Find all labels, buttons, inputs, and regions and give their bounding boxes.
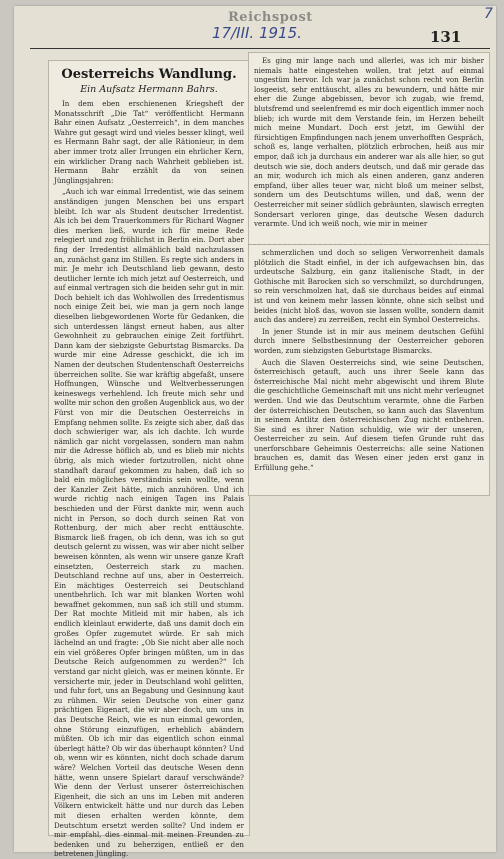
newspaper-masthead: Reichspost — [228, 10, 313, 25]
clipping-left-column — [48, 60, 250, 859]
paragraph: In dem eben erschienenen Kriegsheft der Monatsschrift „Die Tat“ veröffentlicht Hermann Bahr einen Aufsatz „Oesterreich“, in dem manches Wahre gut gesagt wird und vieles besser klingt, weil es Hermann Bahr sagt, der alle Rätionieur, in dem aber immer trotz aller Irrungen ein ehrlicher Kern, ein wirklicher Drang nach Wahrheit geblieben ist. Hermann Bahr erzählt da von seinen Jünglingsjahren: — [54, 99, 244, 185]
article-subtitle: Ein Aufsatz Hermann Bahrs. — [80, 84, 218, 95]
clipping-right-top — [248, 52, 490, 246]
left-column-text — [49, 99, 249, 859]
paragraph: Es ging mir lange nach und allerlei, was ich mir bisher niemals hatte eingestehen wollen, trat jetzt auf einmal ungestüm hervor. Ich war ja zunächst schon recht von Berlin losgeeist, sehr enttäuscht, alles zu bewundern, und hätte mir eher die Zunge abgebissen, bevor ich zugab, wie fremd, blutsfremd und seelenfremd es mir doch eigentlich immer noch blieb; ich wurde mit dem Verstande fein, im Herzen beheilt mich meine Mundart. Doch erst jetzt, im Gewühl der fürsichtigen Empfindungen nach jenem unverhofften Gespräch, schoß es, lange verhalten, plötzlich erbrochen, heiß aus mir empor, daß ich ja durchaus ein anderer war als alle hier, so gut deutsch wie sie, doch anders deutsch, und daß mir gerade das an mir, wodurch ich mich als einen anderen, ganz anderen empfand, über alles teuer war, nicht bloß um meiner selbst, sondern um des Deutschtums willen, und daß, wenn der Oesterreicher mit seiner südlich gebräunten, slawisch erregten Sondersart verloren ginge, das deutsche Wesen dadurch verarmte. Und ich weiß noch, wie mir in meiner — [254, 56, 484, 229]
clipping-right-bottom — [248, 244, 490, 496]
paragraph: „Auch ich war einmal Irredentist, wie das seinem anständigen jungen Menschen bei uns erspart bleibt. Ich war als Student deutscher Irredentist. Als ich bei dem Trauerkommers für Richard Wagner dies merken ließ, wurde ich für meine Rede relegiert und zog fröhlichst in Berlin ein. Dort aber fing der Irredentist allmählich bald nachzulassen an, zunächst ganz im Stillen. Es regte sich anders in mir. Je mehr ich Deutschland lieb gewann, desto deutlicher lernte ich mich jetzt auf Oesterreich, und auf einmal vertragen sich die beiden sehr gut in mir. Doch behielt ich das Wohlwollen des Irredentismus noch einige Zeit bei, wie man ja gern noch lange dieselben liebgewordenen Worte für Gedanken, die sich unterdessen längst erneut haben, aus alter Gewohnheit zu gebrauchen einige Zeit fortführt. Dann kam der siebzigste Geburtstag Bismarcks. Da wurde mir eine Adresse geschickt, die ich im Namen der deutschen Studentenschaft Oesterreichs überreichen sollte. Sie war kräftig abgefaßt, unsere Hoffnungen, Wünsche und Weltverbesserungen keineswegs verhehlend. Ich freute mich sehr und wollte mir schon den großen Augenblick aus, wo der Fürst von mir die Deutschen Oesterreichs in Empfang nehmen sollte. Es zeigte sich aber, daß das doch schwieriger war, als ich dachte. Ich wurde nämlich gar nicht vorgelassen, sondern man nahm mir die Adresse höflich ab, und es blieb mir nichts übrig, als mich wieder fortzutrollen, nicht ohne standhaft darauf gekommen zu haben, daß ich so bald ein mögliches verständnis sein wollte, wenn der Kanzler Zeit hätte, mich anzuhören. Und ich wurde richtig nach einigen Tagen ins Palais beschieden und der Fürst dankte mir, wenn auch nicht in Person, so doch durch seinen Rat von Rottenburg, der mich aber recht enttäuschte. Bismarck ließ fragen, ob ich denn, was ich so gut deutsch gelernt zu wissen, was wir aber nicht selber beweisen könnten, als wenn wir unsere ganze Kraft einsetzten, Oesterreich stark zu machen. Deutschland rechne auf uns, aber in Oesterreich. Ein mächtiges Oesterreich sei Deutschland unentbehrlich. Ich war mit blanken Worten wohl bewaffnet gekommen, nun saß ich still und stumm. Der Rat mochte Mitleid mit mir haben, als ich endlich kleinlaut erwiderte, daß uns damit doch ein großes Opfer zugemutet würde. Er sah mich lächelnd an und fragte: „Ob Sie nicht aber alle noch ein viel größeres Opfer bringen müßten, um in das Deutsche Reich aufgenommen zu werden?“ Ich verstand gar nicht gleich, was er meinen könnte. Er versicherte mir, jeder in Deutschland wohl gelitten, und fuhr fort, uns an Begabung und Gesinnung kaut zu rühmen. Wir seien Deutsche von einer ganz prächtigen Eigenart, die wir aber doch, um uns in das Deutsche Reich, wie es nun einmal geworden, ohne Störung einzufügen, erheblich abändern müßten. Ob ich mir das eigentlich schon einmal überlegt hätte? Ob wir das überhaupt könnten? Und ob, wenn wir es könnten, nicht doch schade darum wäre? Welchen Vorteil das deutsche Wesen denn hätte, wenn unsere Spielart darauf verschwände? Wie denn der Verlust unserer österreichischen Eigenheit, die sich an uns im Leben mit anderen Völkern entwickelt hätte und nur durch das Leben mit diesen erhalten werden könnte, dem Deutschtum ersetzt werden sollte? Und indem er mir empfahl, dies einmal mit meinen Freunden zu bedenken und zu beherzigen, entließ er den betretenen Jüngling. — [54, 187, 244, 859]
handwritten-date: 17/III. 1915. — [212, 24, 302, 42]
right-top-column-text — [249, 53, 489, 229]
right-bottom-column-text — [249, 245, 489, 473]
clipping-fold-line — [248, 244, 488, 245]
page-number: 131 — [430, 28, 462, 46]
corner-mark: 7 — [484, 6, 493, 22]
paragraph: schmerzlichen und doch so seligen Verworrenheit damals plötzlich die Stadt einfiel, in der ich aufgewachsen bin, das urdeutsche Salzburg, ein ganz italienische Stadt, in der Gothische mit Barocken sich so verschmilzt, so durchdrungen, so rein verschmolzen hat, daß sie durchaus beides auf einmal ist und von keinem mehr lassen könnte, ohne sich selbst und beides (nicht bloß das, wovon sie lassen wollte, sondern damit auch das andere) zu zerreißen, recht ein Symbol Oesterreichs. — [254, 248, 484, 325]
header-rule — [30, 48, 490, 49]
paragraph: Auch die Slaven Oesterreichs sind, wie seine Deutschen, österreichisch getauft, auch uns ihrer Seele kann das österreichische Mal nicht mehr abgewischt und ihrem Blute die geschichtliche Gemeinschaft mit uns nicht mehr verleugnet werden. Und wie das Deutschtum verarmte, ohne die Farben der österreichischen Deutschen, so kann auch das Slaventum in seinem Antlitz den österreichischen Zug nicht entbehren. Sie sind es ihrer Nation schuldig, wie wir der unseren, Oesterreicher zu sein. Auf diesem tiefen Grunde ruht das unerforschbare Geheimnis Oesterreichs: alle seine Nationen brauchen es, damit das Wesen einer jeden erst ganz in Erfüllung gehe.“ — [254, 357, 484, 473]
paragraph: In jener Stunde ist in mir aus meinem deutschen Gefühl durch innere Selbstbesinnung der Oesterreicher geboren worden, zum siebzigsten Geburtstage Bismarcks. — [254, 326, 484, 355]
article-title: Oesterreichs Wandlung. — [61, 67, 237, 82]
